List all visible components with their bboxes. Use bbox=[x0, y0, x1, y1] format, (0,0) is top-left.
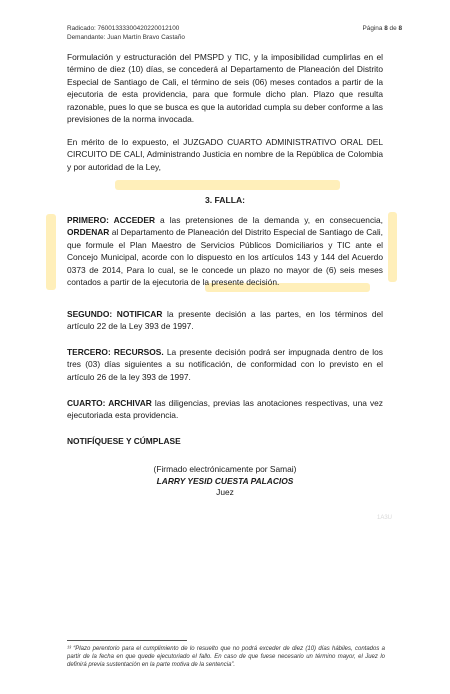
paragraph-motivacion: Formulación y estructuración del PMSPD y TIC, y la imposibilidad cumplirlas en el término de diez (10) días, se concederá al Departamento de Planeación del Distrito Especial de Santiago de Cali, el término de seis (06) meses contados a partir de la ejecutoria de esta providencia, para que formule dicho plan. Plazo que resulta razonable, pues lo que se busca es que la autoridad cumpla su deber conforme a las previsiones de la norma invocada. bbox=[67, 52, 383, 125]
highlight-mark-left bbox=[46, 214, 56, 290]
page-of: de bbox=[389, 25, 397, 32]
tercero-label: TERCERO: RECURSOS. bbox=[67, 347, 164, 357]
page-current: 8 bbox=[384, 25, 388, 32]
footnote-text: ¹³ “Plazo perentorio para el cumplimiento de lo resuelto que no podrá exceder de diez (10) días hábiles, contados a partir de la fecha en que quede ejecutoriado el fallo. En caso de que fuese necesario un término mayor, el Juez lo definirá previa sustentación en la parte motiva de la sentencia”. bbox=[67, 646, 385, 669]
resolution-tercero bbox=[67, 346, 383, 383]
primero-ordenar: ORDENAR bbox=[67, 227, 110, 238]
cuarto-label: CUARTO: ARCHIVAR bbox=[67, 398, 152, 408]
cuarto-text: las diligencias, previas las anotaciones respectivas, una vez ejecutoriada esta providencia. bbox=[67, 398, 383, 421]
resolution-segundo bbox=[67, 308, 383, 333]
radicado-line: Radicado: 76001333300420220012100 bbox=[67, 25, 180, 32]
signer-name: LARRY YESID CUESTA PALACIOS bbox=[156, 475, 294, 486]
segundo-text: la presente decisión a las partes, en los términos del artículo 22 de la Ley 393 de 1997. bbox=[67, 309, 384, 332]
demandante-line: Demandante: Juan Martín Bravo Castaño bbox=[67, 34, 185, 41]
page-number bbox=[363, 24, 402, 33]
primero-label: PRIMERO: ACCEDER bbox=[67, 215, 155, 225]
notifiquese-heading: NOTIFÍQUESE Y CÚMPLASE bbox=[67, 436, 181, 446]
primero-text-1: a las pretensiones de la demanda y, en consecuencia, bbox=[155, 215, 383, 225]
tercero-text: La presente decisión podrá ser impugnada dentro de los tres (03) días siguientes a su notificación, de conformidad con lo previsto en el artículo 26 de la ley 393 de 1997. bbox=[67, 347, 383, 382]
footnote-divider bbox=[67, 640, 187, 641]
paragraph-merito: En mérito de lo expuesto, el JUZGADO CUARTO ADMINISTRATIVO ORAL DEL CIRCUITO DE CALI, Administrando Justicia en nombre de la República de Colombia y por autoridad de la Ley, bbox=[67, 137, 383, 172]
faint-mark: 1A3U bbox=[376, 515, 392, 521]
page-label: Página bbox=[362, 25, 383, 32]
signature-note: (Firmado electrónicamente por Samai) bbox=[153, 464, 297, 474]
signature-block bbox=[67, 464, 383, 499]
header-case-info bbox=[67, 24, 185, 42]
section-heading-falla: 3. FALLA: bbox=[204, 195, 246, 205]
resolution-cuarto bbox=[67, 397, 383, 422]
primero-text-2: al Departamento de Planeación del Distrito Especial de Santiago de Cali, que formule el Plan Maestro de Servicios Públicos Domiciliarios y TIC ante el Concejo Municipal, acorde con lo dispuesto en los artículos 143 y 144 del Acuerdo 0373 de 2014, Para lo cual, se le concede un plazo no mayor de (6) seis meses contados a partir de la ejecutoria de la presente decisión. bbox=[67, 227, 383, 288]
highlight-mark-right bbox=[388, 212, 397, 282]
signer-role: Juez bbox=[216, 487, 234, 497]
resolution-primero bbox=[67, 214, 383, 288]
highlight-mark-falla bbox=[115, 180, 340, 190]
page-total: 8 bbox=[398, 25, 402, 32]
segundo-label: SEGUNDO: NOTIFICAR bbox=[67, 309, 163, 319]
